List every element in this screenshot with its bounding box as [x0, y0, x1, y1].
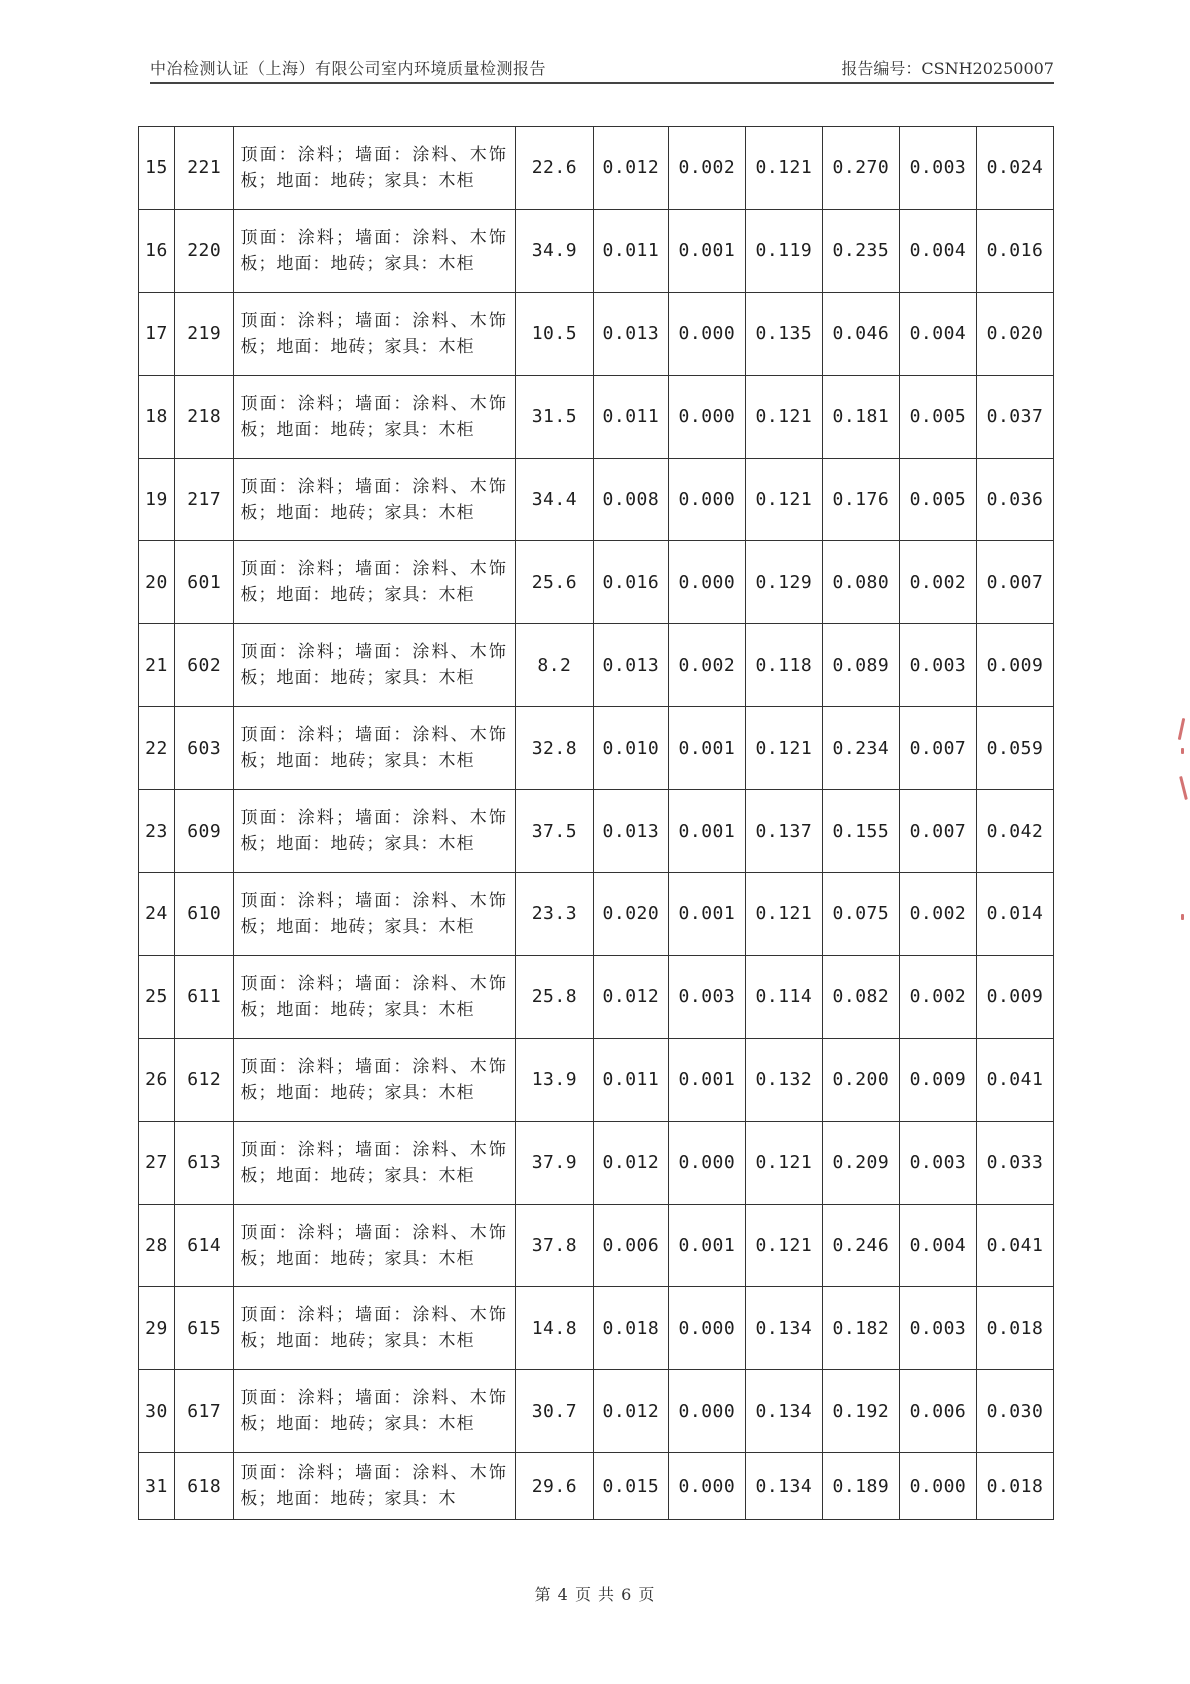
value-1-cell: 10.5 — [515, 292, 593, 375]
value-6-cell: 0.007 — [899, 790, 976, 873]
value-5-cell: 0.234 — [822, 707, 899, 790]
page-number: 第 4 页 共 6 页 — [534, 1585, 656, 1604]
decoration-materials-cell: 顶面：涂料；墙面：涂料、木饰板；地面：地砖；家具：木柜 — [234, 1121, 515, 1204]
value-4-cell: 0.121 — [745, 707, 822, 790]
value-3-cell: 0.000 — [668, 1287, 745, 1370]
value-4-cell: 0.134 — [745, 1453, 822, 1520]
value-5-cell: 0.080 — [822, 541, 899, 624]
value-7-cell: 0.033 — [976, 1121, 1053, 1204]
value-6-cell: 0.002 — [899, 541, 976, 624]
value-7-cell: 0.018 — [976, 1287, 1053, 1370]
room-number-cell: 614 — [174, 1204, 234, 1287]
room-number-cell: 611 — [174, 955, 234, 1038]
table-row — [139, 1204, 1054, 1287]
table-row — [139, 1453, 1054, 1520]
value-1-cell: 37.8 — [515, 1204, 593, 1287]
value-5-cell: 0.200 — [822, 1038, 899, 1121]
table-row — [139, 955, 1054, 1038]
table-row — [139, 458, 1054, 541]
value-1-cell: 25.6 — [515, 541, 593, 624]
value-2-cell: 0.013 — [593, 624, 668, 707]
value-1-cell: 30.7 — [515, 1370, 593, 1453]
value-5-cell: 0.181 — [822, 375, 899, 458]
value-3-cell: 0.000 — [668, 1453, 745, 1520]
decoration-materials-cell: 顶面：涂料；墙面：涂料、木饰板；地面：地砖；家具：木柜 — [234, 541, 515, 624]
value-6-cell: 0.002 — [899, 873, 976, 956]
value-4-cell: 0.129 — [745, 541, 822, 624]
room-number-cell: 615 — [174, 1287, 234, 1370]
table-row — [139, 624, 1054, 707]
value-5-cell: 0.176 — [822, 458, 899, 541]
value-2-cell: 0.018 — [593, 1287, 668, 1370]
value-7-cell: 0.036 — [976, 458, 1053, 541]
table-body — [139, 127, 1054, 1520]
value-3-cell: 0.000 — [668, 1370, 745, 1453]
row-number-cell: 25 — [139, 955, 175, 1038]
decoration-materials-cell: 顶面：涂料；墙面：涂料、木饰板；地面：地砖；家具：木柜 — [234, 209, 515, 292]
decoration-materials-cell: 顶面：涂料；墙面：涂料、木饰板；地面：地砖；家具：木柜 — [234, 955, 515, 1038]
value-1-cell: 13.9 — [515, 1038, 593, 1121]
value-5-cell: 0.192 — [822, 1370, 899, 1453]
value-2-cell: 0.020 — [593, 873, 668, 956]
row-number-cell: 21 — [139, 624, 175, 707]
row-number-cell: 27 — [139, 1121, 175, 1204]
stamp-mark — [1181, 748, 1184, 754]
room-number-cell: 220 — [174, 209, 234, 292]
room-number-cell: 609 — [174, 790, 234, 873]
value-7-cell: 0.059 — [976, 707, 1053, 790]
value-3-cell: 0.001 — [668, 873, 745, 956]
value-2-cell: 0.012 — [593, 1370, 668, 1453]
value-6-cell: 0.003 — [899, 1287, 976, 1370]
value-2-cell: 0.016 — [593, 541, 668, 624]
value-3-cell: 0.001 — [668, 790, 745, 873]
table-row — [139, 790, 1054, 873]
value-3-cell: 0.003 — [668, 955, 745, 1038]
decoration-materials-cell: 顶面：涂料；墙面：涂料、木饰板；地面：地砖；家具：木柜 — [234, 1038, 515, 1121]
value-1-cell: 23.3 — [515, 873, 593, 956]
value-3-cell: 0.000 — [668, 292, 745, 375]
value-4-cell: 0.135 — [745, 292, 822, 375]
value-4-cell: 0.121 — [745, 1121, 822, 1204]
table-row — [139, 1038, 1054, 1121]
row-number-cell: 30 — [139, 1370, 175, 1453]
decoration-materials-cell: 顶面：涂料；墙面：涂料、木饰板；地面：地砖；家具：木柜 — [234, 624, 515, 707]
value-4-cell: 0.121 — [745, 458, 822, 541]
value-6-cell: 0.004 — [899, 1204, 976, 1287]
table-row — [139, 707, 1054, 790]
room-number-cell: 217 — [174, 458, 234, 541]
value-7-cell: 0.016 — [976, 209, 1053, 292]
value-1-cell: 29.6 — [515, 1453, 593, 1520]
room-number-cell: 618 — [174, 1453, 234, 1520]
value-3-cell: 0.000 — [668, 375, 745, 458]
value-7-cell: 0.014 — [976, 873, 1053, 956]
value-4-cell: 0.121 — [745, 375, 822, 458]
results-table — [138, 126, 1054, 1520]
value-4-cell: 0.134 — [745, 1370, 822, 1453]
value-7-cell: 0.024 — [976, 127, 1053, 210]
value-1-cell: 37.5 — [515, 790, 593, 873]
table-row — [139, 1287, 1054, 1370]
value-7-cell: 0.041 — [976, 1204, 1053, 1287]
row-number-cell: 19 — [139, 458, 175, 541]
value-5-cell: 0.082 — [822, 955, 899, 1038]
row-number-cell: 17 — [139, 292, 175, 375]
value-4-cell: 0.114 — [745, 955, 822, 1038]
row-number-cell: 20 — [139, 541, 175, 624]
table-row — [139, 127, 1054, 210]
stamp-mark — [1178, 718, 1186, 740]
value-1-cell: 34.4 — [515, 458, 593, 541]
row-number-cell: 26 — [139, 1038, 175, 1121]
value-3-cell: 0.001 — [668, 1204, 745, 1287]
value-7-cell: 0.018 — [976, 1453, 1053, 1520]
value-6-cell: 0.005 — [899, 458, 976, 541]
room-number-cell: 613 — [174, 1121, 234, 1204]
value-6-cell: 0.009 — [899, 1038, 976, 1121]
value-6-cell: 0.000 — [899, 1453, 976, 1520]
room-number-cell: 601 — [174, 541, 234, 624]
value-1-cell: 14.8 — [515, 1287, 593, 1370]
value-3-cell: 0.000 — [668, 1121, 745, 1204]
room-number-cell: 617 — [174, 1370, 234, 1453]
value-2-cell: 0.010 — [593, 707, 668, 790]
table-row — [139, 375, 1054, 458]
table-row — [139, 292, 1054, 375]
table-row — [139, 541, 1054, 624]
value-2-cell: 0.012 — [593, 1121, 668, 1204]
report-number: 报告编号：CSNH20250007 — [841, 59, 1054, 78]
decoration-materials-cell: 顶面：涂料；墙面：涂料、木饰板；地面：地砖；家具：木柜 — [234, 458, 515, 541]
value-3-cell: 0.001 — [668, 1038, 745, 1121]
value-3-cell: 0.001 — [668, 707, 745, 790]
row-number-cell: 23 — [139, 790, 175, 873]
stamp-mark — [1179, 776, 1188, 800]
value-4-cell: 0.119 — [745, 209, 822, 292]
table-row — [139, 1121, 1054, 1204]
value-5-cell: 0.182 — [822, 1287, 899, 1370]
decoration-materials-cell: 顶面：涂料；墙面：涂料、木饰板；地面：地砖；家具：木柜 — [234, 1204, 515, 1287]
value-3-cell: 0.002 — [668, 624, 745, 707]
row-number-cell: 29 — [139, 1287, 175, 1370]
value-6-cell: 0.004 — [899, 209, 976, 292]
row-number-cell: 16 — [139, 209, 175, 292]
value-5-cell: 0.155 — [822, 790, 899, 873]
value-1-cell: 22.6 — [515, 127, 593, 210]
decoration-materials-cell: 顶面：涂料；墙面：涂料、木饰板；地面：地砖；家具：木柜 — [234, 127, 515, 210]
value-7-cell: 0.030 — [976, 1370, 1053, 1453]
room-number-cell: 612 — [174, 1038, 234, 1121]
decoration-materials-cell: 顶面：涂料；墙面：涂料、木饰板；地面：地砖；家具：木柜 — [234, 1370, 515, 1453]
room-number-cell: 610 — [174, 873, 234, 956]
value-1-cell: 25.8 — [515, 955, 593, 1038]
stamp-mark — [1181, 914, 1184, 920]
value-4-cell: 0.137 — [745, 790, 822, 873]
value-2-cell: 0.015 — [593, 1453, 668, 1520]
page-header — [150, 54, 1054, 84]
room-number-cell: 602 — [174, 624, 234, 707]
value-1-cell: 34.9 — [515, 209, 593, 292]
value-1-cell: 31.5 — [515, 375, 593, 458]
room-number-cell: 603 — [174, 707, 234, 790]
value-4-cell: 0.134 — [745, 1287, 822, 1370]
decoration-materials-cell: 顶面：涂料；墙面：涂料、木饰板；地面：地砖；家具：木柜 — [234, 707, 515, 790]
value-6-cell: 0.003 — [899, 624, 976, 707]
value-7-cell: 0.020 — [976, 292, 1053, 375]
value-4-cell: 0.132 — [745, 1038, 822, 1121]
value-6-cell: 0.003 — [899, 127, 976, 210]
decoration-materials-cell — [234, 1453, 515, 1520]
value-1-cell: 32.8 — [515, 707, 593, 790]
value-2-cell: 0.013 — [593, 790, 668, 873]
value-4-cell: 0.121 — [745, 1204, 822, 1287]
row-number-cell: 18 — [139, 375, 175, 458]
value-2-cell: 0.013 — [593, 292, 668, 375]
value-6-cell: 0.005 — [899, 375, 976, 458]
value-5-cell: 0.209 — [822, 1121, 899, 1204]
decoration-materials-text: 顶面：涂料；墙面：涂料、木饰板；地面：地砖；家具：木 — [240, 1463, 507, 1510]
value-3-cell: 0.000 — [668, 458, 745, 541]
value-2-cell: 0.011 — [593, 1038, 668, 1121]
report-title: 中冶检测认证（上海）有限公司室内环境质量检测报告 — [150, 59, 547, 78]
value-2-cell: 0.012 — [593, 955, 668, 1038]
room-number-cell: 218 — [174, 375, 234, 458]
value-6-cell: 0.007 — [899, 707, 976, 790]
value-3-cell: 0.000 — [668, 541, 745, 624]
value-6-cell: 0.004 — [899, 292, 976, 375]
value-5-cell: 0.246 — [822, 1204, 899, 1287]
value-4-cell: 0.121 — [745, 127, 822, 210]
row-number-cell: 15 — [139, 127, 175, 210]
value-6-cell: 0.003 — [899, 1121, 976, 1204]
value-2-cell: 0.006 — [593, 1204, 668, 1287]
decoration-materials-cell: 顶面：涂料；墙面：涂料、木饰板；地面：地砖；家具：木柜 — [234, 873, 515, 956]
row-number-cell: 24 — [139, 873, 175, 956]
page-footer — [0, 1582, 1190, 1605]
table-row — [139, 209, 1054, 292]
decoration-materials-cell: 顶面：涂料；墙面：涂料、木饰板；地面：地砖；家具：木柜 — [234, 292, 515, 375]
value-7-cell: 0.041 — [976, 1038, 1053, 1121]
value-1-cell: 8.2 — [515, 624, 593, 707]
table-row — [139, 1370, 1054, 1453]
value-5-cell: 0.270 — [822, 127, 899, 210]
value-2-cell: 0.008 — [593, 458, 668, 541]
value-6-cell: 0.006 — [899, 1370, 976, 1453]
value-2-cell: 0.011 — [593, 209, 668, 292]
value-7-cell: 0.009 — [976, 955, 1053, 1038]
value-2-cell: 0.012 — [593, 127, 668, 210]
value-3-cell: 0.002 — [668, 127, 745, 210]
value-5-cell: 0.235 — [822, 209, 899, 292]
row-number-cell: 22 — [139, 707, 175, 790]
value-7-cell: 0.037 — [976, 375, 1053, 458]
value-6-cell: 0.002 — [899, 955, 976, 1038]
value-1-cell: 37.9 — [515, 1121, 593, 1204]
value-7-cell: 0.007 — [976, 541, 1053, 624]
value-5-cell: 0.075 — [822, 873, 899, 956]
row-number-cell: 31 — [139, 1453, 175, 1520]
value-3-cell: 0.001 — [668, 209, 745, 292]
value-2-cell: 0.011 — [593, 375, 668, 458]
room-number-cell: 219 — [174, 292, 234, 375]
row-number-cell: 28 — [139, 1204, 175, 1287]
decoration-materials-cell: 顶面：涂料；墙面：涂料、木饰板；地面：地砖；家具：木柜 — [234, 1287, 515, 1370]
decoration-materials-cell: 顶面：涂料；墙面：涂料、木饰板；地面：地砖；家具：木柜 — [234, 375, 515, 458]
table-row — [139, 873, 1054, 956]
value-4-cell: 0.121 — [745, 873, 822, 956]
value-5-cell: 0.189 — [822, 1453, 899, 1520]
room-number-cell: 221 — [174, 127, 234, 210]
value-4-cell: 0.118 — [745, 624, 822, 707]
value-7-cell: 0.009 — [976, 624, 1053, 707]
value-5-cell: 0.046 — [822, 292, 899, 375]
decoration-materials-cell: 顶面：涂料；墙面：涂料、木饰板；地面：地砖；家具：木柜 — [234, 790, 515, 873]
value-5-cell: 0.089 — [822, 624, 899, 707]
value-7-cell: 0.042 — [976, 790, 1053, 873]
